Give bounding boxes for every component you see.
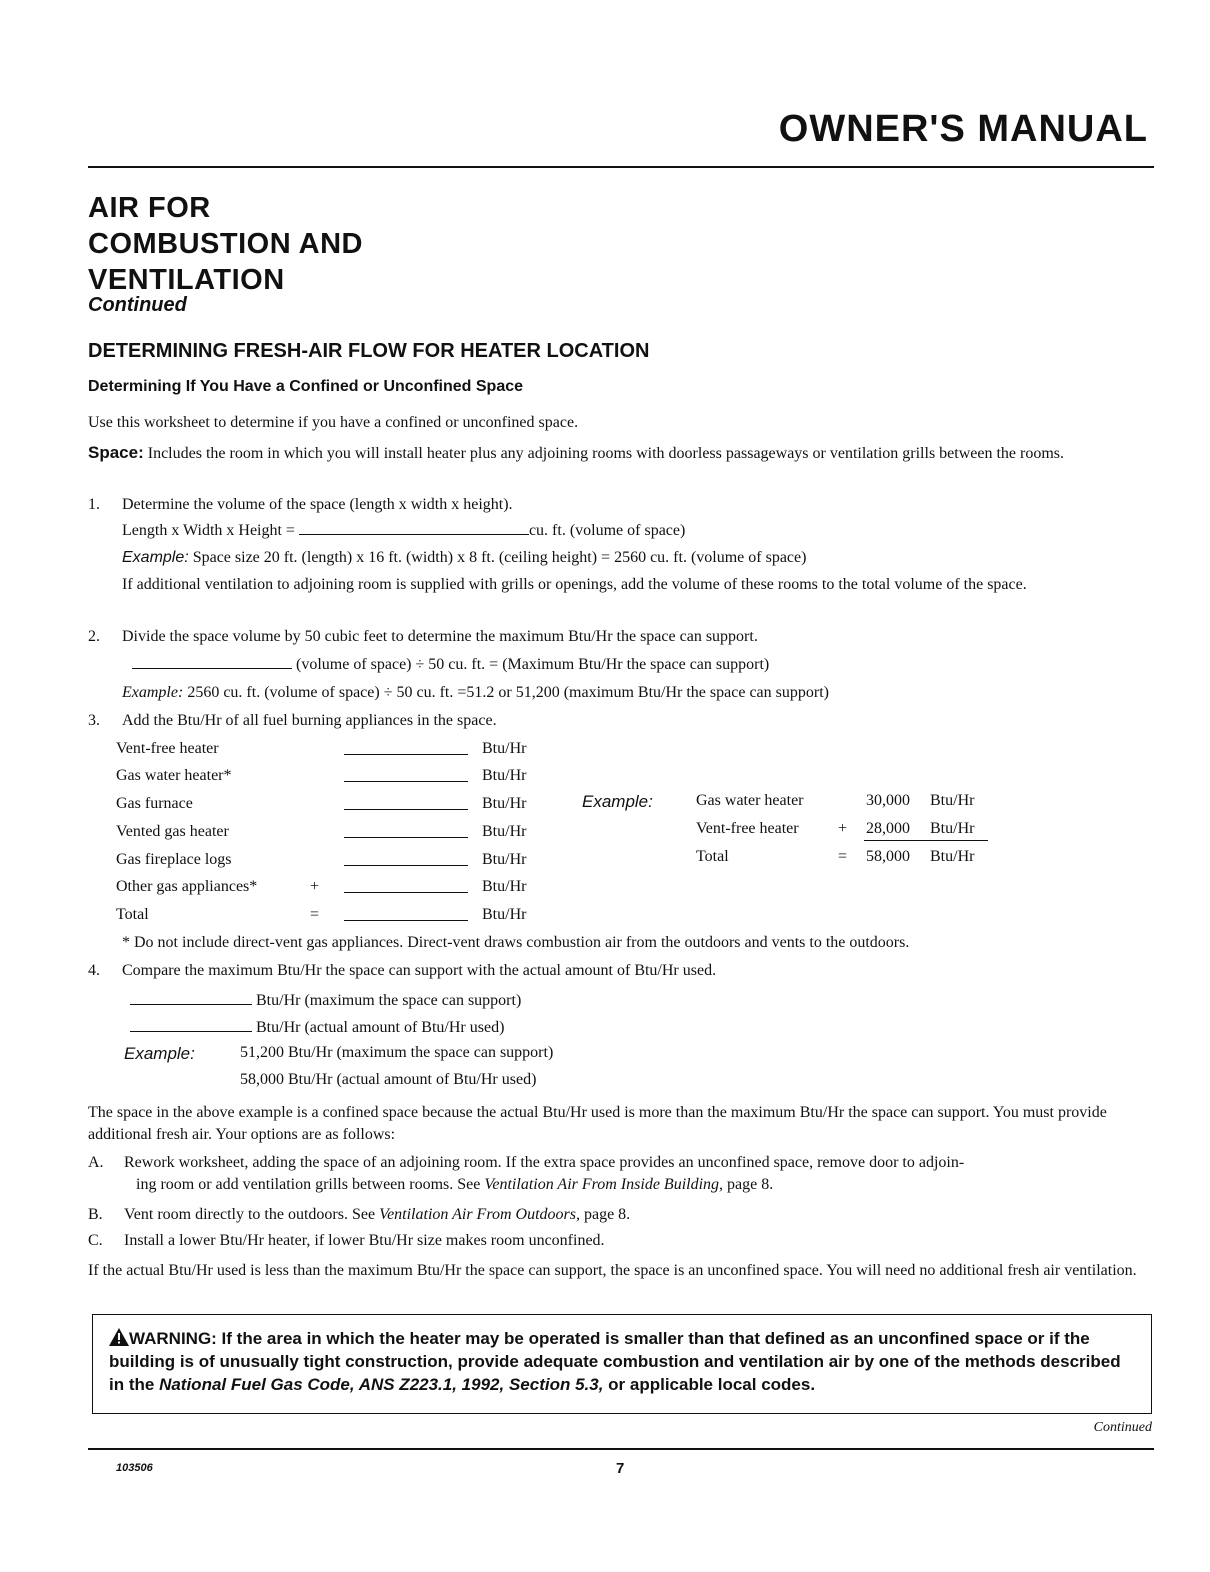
step-4-line-1 [130,990,521,1010]
step-1-number: 1. [88,496,100,513]
warning-triangle-icon [109,1328,129,1346]
main-heading: DETERMINING FRESH-AIR FLOW FOR HEATER LOCATION [88,340,650,362]
step-4-example-1: 51,200 Btu/Hr (maximum the space can support) [240,1044,554,1061]
manual-title: OWNER'S MANUAL [778,108,1148,150]
appliance-label: Gas furnace [116,795,193,812]
option-a-line-1: Rework worksheet, adding the space of an adjoining room. If the extra space provides an unconfined space, remove door to adjoin- [124,1154,965,1171]
step-3-example-label: Example: [582,792,653,811]
step-1-note: If additional ventilation to adjoining room is supplied with grills or openings, add the volume of these rooms to the total volume of the space. [122,576,1027,593]
step-4-line-2 [130,1017,504,1037]
option-b-reference[interactable]: Ventilation Air From Outdoors, [379,1206,580,1223]
step-4-text: Compare the maximum Btu/Hr the space can support with the actual amount of Btu/Hr used. [122,962,717,979]
example-unit: Btu/Hr [930,820,975,837]
btu-blank[interactable] [344,823,468,838]
space-text: Includes the room in which you will install heater plus any adjoining rooms with doorless passageways or ventilation grills between the rooms. [143,445,1065,462]
appliance-label: Vented gas heater [116,823,229,840]
appliance-label: Other gas appliances* [116,878,258,895]
conclusion-text: The space in the above example is a confined space because the actual Btu/Hr used is more than the maximum Btu/Hr the space can support. You must provide additional fresh air. Your options are as follows: [88,1104,1107,1143]
page-number: 7 [616,1460,625,1477]
option-c-letter: C. [88,1232,103,1249]
sub-heading: Determining If You Have a Confined or Unconfined Space [88,378,524,395]
section-continued: Continued [88,294,187,316]
example-unit: Btu/Hr [930,792,975,809]
space-label: Space: [88,443,144,462]
example-value: 30,000 [866,792,910,809]
document-number: 103506 [116,1462,153,1474]
example-operator: + [838,820,848,837]
warning-reference: National Fuel Gas Code, ANS Z223.1, 1992, Section 5.3, [159,1375,604,1394]
appliance-row [116,906,149,924]
example-unit: Btu/Hr [930,848,975,865]
example-label: Total [696,848,729,865]
appliance-label: Gas fireplace logs [116,851,232,868]
option-c-text: Install a lower Btu/Hr heater, if lower Btu/Hr size makes room unconfined. [124,1232,605,1249]
option-b-line: Vent room directly to the outdoors. See [124,1206,380,1223]
appliance-row [116,878,257,896]
unit-label: Btu/Hr [482,906,527,923]
unit-label: Btu/Hr [482,795,527,812]
option-a-line-2 [124,1174,964,1196]
space-definition [88,442,1154,465]
option-a-letter: A. [88,1154,104,1171]
btu-total-blank[interactable] [344,906,468,921]
step-2-text: Divide the space volume by 50 cubic feet to determine the maximum Btu/Hr the space can support. [122,628,758,645]
step-1-example [122,547,806,569]
step-3-footnote: * Do not include direct-vent gas appliances. Direct-vent draws combustion air from the outdoors and vents to the outdoors. [122,934,910,951]
example-label: Vent-free heater [696,820,799,837]
space-volume-blank[interactable] [132,654,292,669]
equals-operator: = [310,906,320,923]
step-1-example-text: Space size 20 ft. (length) x 16 ft. (width) x 8 ft. (ceiling height) = 2560 cu. ft. (volume of space) [188,549,807,566]
btu-blank[interactable] [344,878,468,893]
step-1-text: Determine the volume of the space (length x width x height). [122,496,513,513]
unit-label: Btu/Hr [482,740,527,757]
unit-label: Btu/Hr [482,767,527,784]
header-rule [88,166,1154,168]
appliance-row [116,740,219,758]
section-title [88,190,363,298]
step-3-text: Add the Btu/Hr of all fuel burning appliances in the space. [122,712,497,729]
option-b-letter: B. [88,1206,103,1223]
volume-blank[interactable] [299,520,529,535]
step-2-example-label: Example: [122,684,184,701]
footer-rule [88,1448,1154,1450]
step-4-example-label: Example: [124,1044,195,1063]
step-4-example-2: 58,000 Btu/Hr (actual amount of Btu/Hr used) [240,1071,537,1088]
example-operator: = [838,848,848,865]
step-2-example [122,682,829,704]
option-a-line-2-text: ing room or add ventilation grills between rooms. See [136,1176,485,1193]
step-4-number: 4. [88,962,100,979]
step-1-formula-left: Length x Width x Height = [122,522,295,539]
unit-label: Btu/Hr [482,823,527,840]
option-b-page: page 8. [579,1206,631,1223]
step-4-line-2-text: Btu/Hr (actual amount of Btu/Hr used) [256,1019,505,1036]
intro-text: Use this worksheet to determine if you have a confined or unconfined space. [88,414,579,431]
appliance-row [116,795,193,813]
warning-text [109,1327,1139,1396]
option-a-page: page 8. [723,1176,774,1193]
btu-blank[interactable] [344,767,468,782]
warning-label: WARNING: [129,1329,217,1348]
option-a-text [124,1152,964,1196]
btu-blank[interactable] [344,795,468,810]
step-2-formula [122,654,769,676]
btu-blank[interactable] [344,851,468,866]
section-title-line-1: AIR FOR [88,192,211,224]
appliance-row [116,823,229,841]
actual-btu-blank[interactable] [130,1017,252,1032]
unit-label: Btu/Hr [482,851,527,868]
appliance-label: Vent-free heater [116,740,219,757]
step-2-number: 2. [88,628,100,645]
step-2-formula-text: (volume of space) ÷ 50 cu. ft. = (Maximum Btu/Hr the space can support) [296,656,770,673]
example-label: Gas water heater [696,792,804,809]
plus-operator: + [310,878,320,895]
max-btu-blank[interactable] [130,990,252,1005]
btu-blank[interactable] [344,740,468,755]
section-title-line-2: COMBUSTION AND [88,228,363,260]
sum-rule [864,840,988,841]
example-value: 28,000 [866,820,910,837]
step-1-example-label: Example: [122,549,189,566]
example-value: 58,000 [866,848,910,865]
option-a-reference[interactable]: Ventilation Air From Inside Building, [484,1176,724,1193]
unconfined-note: If the actual Btu/Hr used is less than the maximum Btu/Hr the space can support, the space is an unconfined space. You will need no additional fresh air ventilation. [88,1262,1137,1279]
step-3-number: 3. [88,712,100,729]
footer-continued: Continued [1093,1420,1152,1435]
option-b-text [124,1204,630,1226]
warning-box [92,1314,1152,1414]
step-2-example-text: 2560 cu. ft. (volume of space) ÷ 50 cu. ft. =51.2 or 51,200 (maximum Btu/Hr the space can support) [183,684,829,701]
appliance-label: Gas water heater* [116,767,232,784]
unit-label: Btu/Hr [482,878,527,895]
appliance-row [116,851,232,869]
step-1-formula [122,520,685,542]
warning-end: or applicable local codes. [603,1375,816,1394]
step-4-line-1-text: Btu/Hr (maximum the space can support) [256,992,522,1009]
warning-body: If the area in which the heater may be operated is smaller than that defined as an unconfined space or if the building is of unusually tight construction, provide adequate combustion and ventilation air by one of the methods described in the [109,1329,1121,1394]
appliance-row [116,767,232,785]
section-title-line-3: VENTILATION [88,264,285,296]
appliance-label: Total [116,906,149,923]
step-1-formula-right: cu. ft. (volume of space) [528,522,686,539]
